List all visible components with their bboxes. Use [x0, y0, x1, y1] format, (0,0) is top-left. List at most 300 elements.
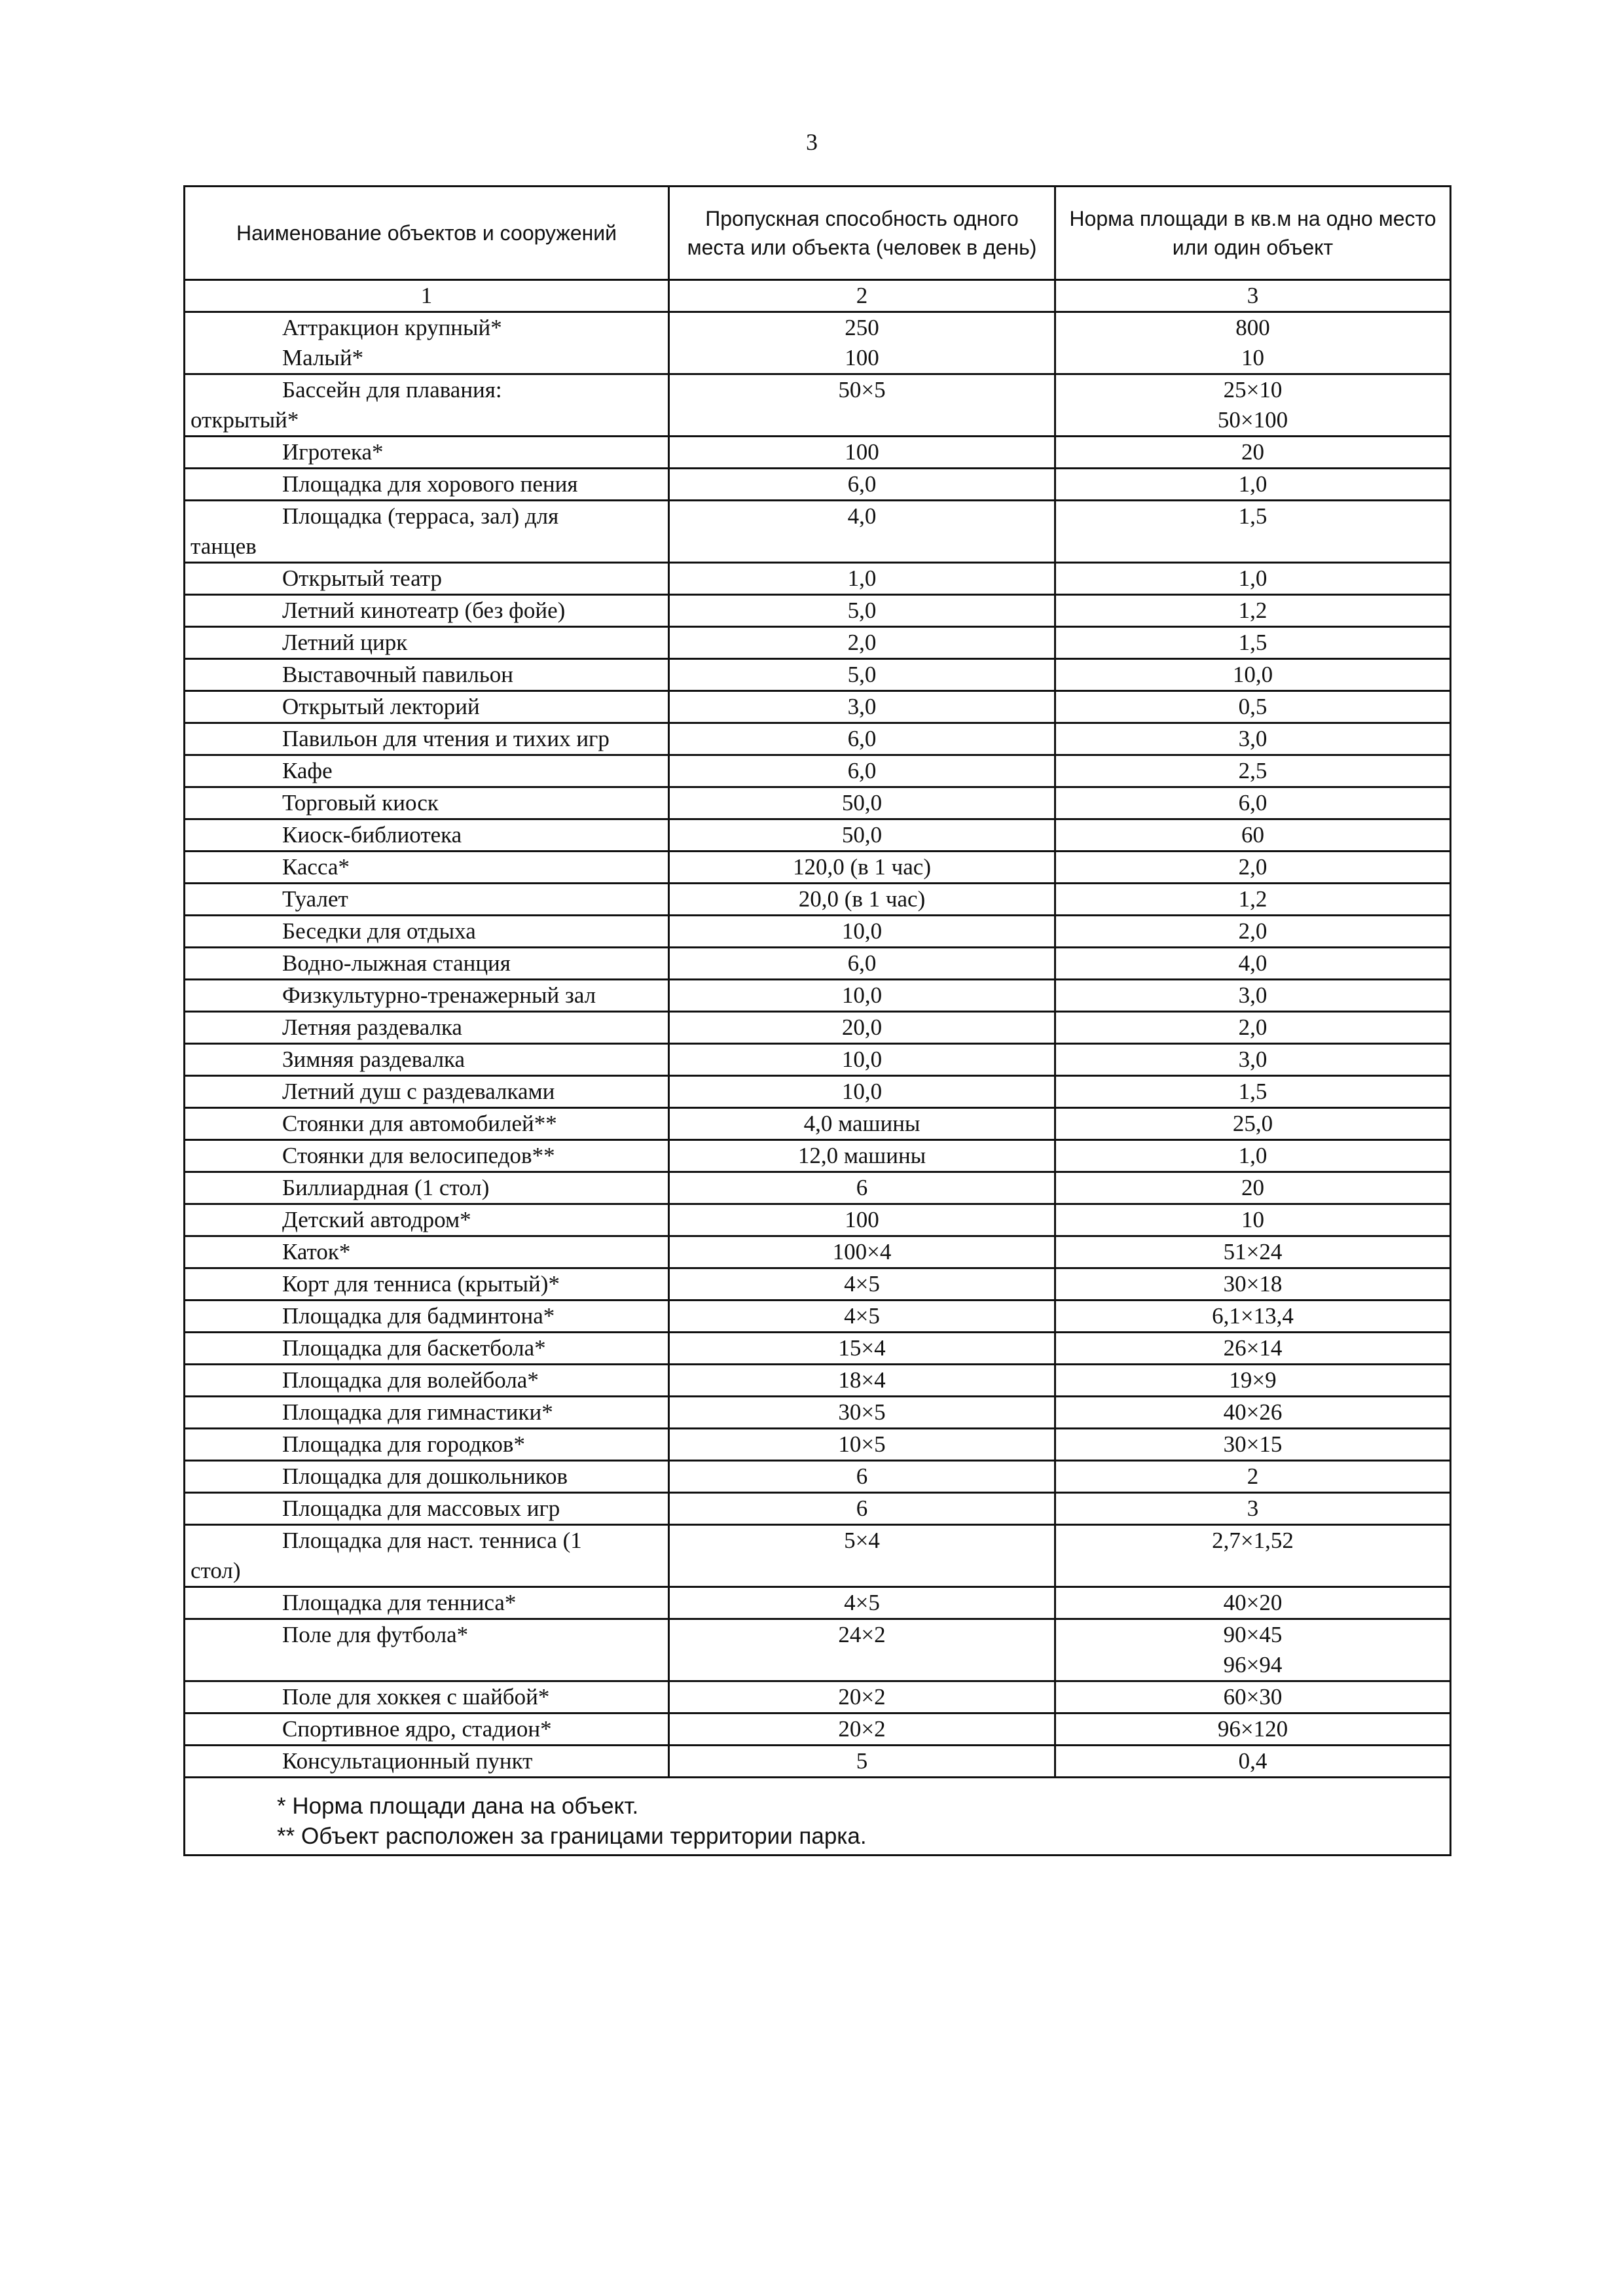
object-name-cell: [185, 723, 669, 755]
capacity-text: 20×2: [838, 1716, 886, 1742]
capacity-cell: [669, 1397, 1055, 1429]
area-text: 1,0: [1238, 471, 1267, 497]
area-cell: [1055, 852, 1451, 884]
object-name-text: Открытый лекторий: [282, 694, 480, 719]
area-cell: [1055, 1108, 1451, 1140]
object-name-cell: [185, 1619, 669, 1681]
capacity-cell: [669, 1300, 1055, 1333]
area-text: 2,5: [1238, 758, 1267, 783]
area-text: 3,0: [1238, 726, 1267, 751]
object-name-text: Площадка для наст. тенниса (1: [282, 1528, 582, 1553]
object-name-text: Летняя раздевалка: [282, 1014, 462, 1040]
capacity-text: 100: [845, 439, 879, 465]
area-text: 1,5: [1238, 1079, 1267, 1104]
table-row: [185, 948, 1451, 980]
area-text: 90×45: [1223, 1622, 1283, 1647]
table-row: [185, 819, 1451, 852]
object-name-cell: [185, 1681, 669, 1713]
capacity-text: 50,0: [841, 822, 883, 848]
object-name-cell: [185, 787, 669, 819]
object-name-text: открытый*: [191, 407, 299, 433]
header-row: [185, 187, 1451, 280]
capacity-cell: [669, 1268, 1055, 1300]
capacity-text: 6: [856, 1463, 868, 1489]
area-cell: [1055, 1397, 1451, 1429]
table-row: [185, 437, 1451, 469]
area-cell: [1055, 1012, 1451, 1044]
object-name-cell: [185, 1713, 669, 1746]
object-name-cell: [185, 948, 669, 980]
object-name-text: Площадка для гимнастики*: [282, 1399, 553, 1425]
object-name-cell: [185, 1076, 669, 1108]
object-name-cell: [185, 755, 669, 787]
area-text: 1,5: [1238, 630, 1267, 655]
object-name-cell: [185, 437, 669, 469]
area-text: 30×15: [1223, 1431, 1283, 1457]
table-row: [185, 916, 1451, 948]
area-cell: [1055, 1493, 1451, 1525]
area-text: 3: [1247, 1496, 1259, 1521]
capacity-text: 18×4: [838, 1367, 886, 1393]
table-row: [185, 691, 1451, 723]
area-cell: [1055, 1268, 1451, 1300]
area-cell: [1055, 1204, 1451, 1236]
area-cell: [1055, 1619, 1451, 1681]
capacity-cell: [669, 852, 1055, 884]
column-number: 3: [1055, 280, 1451, 312]
table-row: [185, 1429, 1451, 1461]
table-row: [185, 1236, 1451, 1268]
object-name-text: Беседки для отдыха: [282, 918, 476, 944]
object-name-cell: [185, 1204, 669, 1236]
capacity-cell: [669, 1619, 1055, 1681]
object-name-cell: [185, 1333, 669, 1365]
object-name-text: Открытый театр: [282, 565, 442, 591]
table-row: [185, 469, 1451, 501]
area-cell: [1055, 374, 1451, 437]
area-text: 1,2: [1238, 886, 1267, 912]
object-name-text: Консультационный пункт: [282, 1748, 533, 1774]
area-cell: [1055, 501, 1451, 563]
object-name-cell: [185, 659, 669, 691]
capacity-text: 10,0: [841, 1079, 883, 1104]
object-name-text: стол): [191, 1558, 241, 1583]
object-name-text: Площадка для дошкольников: [282, 1463, 568, 1489]
capacity-cell: [669, 1525, 1055, 1587]
table-row: [185, 1140, 1451, 1172]
table-row: [185, 1713, 1451, 1746]
area-text: 19×9: [1229, 1367, 1277, 1393]
area-text: 1,0: [1238, 1143, 1267, 1168]
area-text: 96×120: [1217, 1716, 1288, 1742]
object-name-text: Биллиардная (1 стол): [282, 1175, 490, 1200]
area-text: 26×14: [1223, 1335, 1283, 1361]
capacity-text: 20,0: [841, 1014, 883, 1040]
capacity-cell: [669, 563, 1055, 595]
capacity-cell: [669, 1012, 1055, 1044]
object-name-cell: [185, 1397, 669, 1429]
area-text: 20: [1241, 439, 1264, 465]
object-name-cell: [185, 312, 669, 374]
area-cell: [1055, 1044, 1451, 1076]
capacity-cell: [669, 595, 1055, 627]
footnotes: [185, 1778, 1451, 1856]
object-name-text: Каток*: [282, 1239, 351, 1265]
area-cell: [1055, 884, 1451, 916]
object-name-text: Выставочный павильон: [282, 662, 514, 687]
area-cell: [1055, 1140, 1451, 1172]
table-row: [185, 1461, 1451, 1493]
object-name-text: Малый*: [282, 345, 364, 370]
area-text: 10: [1241, 1207, 1264, 1232]
area-cell: [1055, 1236, 1451, 1268]
capacity-cell: [669, 1493, 1055, 1525]
header-area-norm: Норма площади в кв.м на одно место или один объект: [1055, 187, 1451, 280]
object-name-text: Площадка для массовых игр: [282, 1496, 560, 1521]
object-name-cell: [185, 374, 669, 437]
capacity-cell: [669, 1236, 1055, 1268]
object-name-cell: [185, 595, 669, 627]
table-row: [185, 852, 1451, 884]
table-row: [185, 1365, 1451, 1397]
capacity-text: 3,0: [847, 694, 877, 719]
capacity-text: 5,0: [847, 598, 877, 623]
table-row: [185, 659, 1451, 691]
area-text: 25,0: [1232, 1111, 1273, 1136]
area-cell: [1055, 1746, 1451, 1778]
capacity-text: 1,0: [847, 565, 877, 591]
capacity-cell: [669, 469, 1055, 501]
capacity-cell: [669, 1587, 1055, 1619]
footnote-double-star: ** Объект расположен за границами территории парка.: [277, 1823, 867, 1849]
capacity-text: 4,0: [847, 503, 877, 529]
capacity-cell: [669, 980, 1055, 1012]
object-name-cell: [185, 1461, 669, 1493]
capacity-text: 100×4: [832, 1239, 892, 1265]
area-text: 0,4: [1238, 1748, 1267, 1774]
object-name-text: Корт для тенниса (крытый)*: [282, 1271, 560, 1297]
area-cell: [1055, 1681, 1451, 1713]
area-text: 0,5: [1238, 694, 1267, 719]
object-name-cell: [185, 1172, 669, 1204]
capacity-cell: [669, 1746, 1055, 1778]
capacity-cell: [669, 787, 1055, 819]
area-cell: [1055, 659, 1451, 691]
capacity-text: 24×2: [838, 1622, 886, 1647]
area-cell: [1055, 627, 1451, 659]
table-row: [185, 312, 1451, 374]
area-text: 2: [1247, 1463, 1259, 1489]
object-name-text: Летний кинотеатр (без фойе): [282, 598, 566, 623]
capacity-text: 6,0: [847, 726, 877, 751]
column-number: 1: [185, 280, 669, 312]
object-name-text: Площадка для хорового пения: [282, 471, 578, 497]
table-row: [185, 1397, 1451, 1429]
area-cell: [1055, 595, 1451, 627]
capacity-text: 5,0: [847, 662, 877, 687]
area-text: 3,0: [1238, 1047, 1267, 1072]
area-cell: [1055, 1525, 1451, 1587]
table-row: [185, 980, 1451, 1012]
notes-row: [185, 1778, 1451, 1856]
table-row: [185, 1746, 1451, 1778]
area-text: 2,0: [1238, 854, 1267, 880]
capacity-text: 50,0: [841, 790, 883, 816]
capacity-text: 20×2: [838, 1684, 886, 1710]
object-name-text: Спортивное ядро, стадион*: [282, 1716, 552, 1742]
capacity-cell: [669, 1108, 1055, 1140]
capacity-cell: [669, 1204, 1055, 1236]
object-name-cell: [185, 1108, 669, 1140]
area-cell: [1055, 469, 1451, 501]
capacity-cell: [669, 691, 1055, 723]
area-text: 3,0: [1238, 982, 1267, 1008]
header-capacity: Пропускная способность одного места или объекта (человек в день): [669, 187, 1055, 280]
object-name-cell: [185, 1493, 669, 1525]
object-name-text: Летний цирк: [282, 630, 408, 655]
capacity-cell: [669, 1461, 1055, 1493]
object-name-text: Водно-лыжная станция: [282, 950, 511, 976]
capacity-text: 12,0 машины: [797, 1143, 926, 1168]
object-name-cell: [185, 501, 669, 563]
object-name-text: Площадка для тенниса*: [282, 1590, 517, 1615]
capacity-cell: [669, 1172, 1055, 1204]
table-row: [185, 374, 1451, 437]
object-name-cell: [185, 469, 669, 501]
area-text: 20: [1241, 1175, 1264, 1200]
capacity-text: 30×5: [838, 1399, 886, 1425]
table-row: [185, 1012, 1451, 1044]
object-name-text: Летний душ с раздевалками: [282, 1079, 555, 1104]
capacity-text: 4,0 машины: [803, 1111, 921, 1136]
area-cell: [1055, 755, 1451, 787]
object-name-text: Физкультурно-тренажерный зал: [282, 982, 596, 1008]
area-text: 60×30: [1223, 1684, 1283, 1710]
capacity-text: 10×5: [838, 1431, 886, 1457]
table-row: [185, 1268, 1451, 1300]
capacity-text: 2,0: [847, 630, 877, 655]
table-row: [185, 1108, 1451, 1140]
area-cell: [1055, 1076, 1451, 1108]
capacity-text: 15×4: [838, 1335, 886, 1361]
table-row: [185, 723, 1451, 755]
object-name-cell: [185, 980, 669, 1012]
area-text: 30×18: [1223, 1271, 1283, 1297]
area-cell: [1055, 312, 1451, 374]
table-row: [185, 1525, 1451, 1587]
capacity-text: 10,0: [841, 1047, 883, 1072]
table-row: [185, 1172, 1451, 1204]
capacity-cell: [669, 1365, 1055, 1397]
area-text: 60: [1241, 822, 1264, 848]
object-name-cell: [185, 1044, 669, 1076]
capacity-cell: [669, 501, 1055, 563]
area-text: 25×10: [1223, 377, 1283, 403]
column-number: 2: [669, 280, 1055, 312]
capacity-text: 6,0: [847, 471, 877, 497]
object-name-text: Площадка для волейбола*: [282, 1367, 539, 1393]
capacity-cell: [669, 1044, 1055, 1076]
capacity-cell: [669, 1429, 1055, 1461]
area-cell: [1055, 723, 1451, 755]
object-name-text: Бассейн для плавания:: [282, 377, 502, 403]
object-name-text: Поле для футбола*: [282, 1622, 469, 1647]
capacity-text: 4×5: [844, 1590, 880, 1615]
capacity-text: 4×5: [844, 1271, 880, 1297]
table-row: [185, 563, 1451, 595]
capacity-text: 100: [845, 345, 879, 370]
capacity-text: 6: [856, 1175, 868, 1200]
capacity-cell: [669, 1333, 1055, 1365]
area-cell: [1055, 1429, 1451, 1461]
table-row: [185, 1493, 1451, 1525]
table-row: [185, 1044, 1451, 1076]
column-number-row: [185, 280, 1451, 312]
table-row: [185, 1587, 1451, 1619]
object-name-cell: [185, 1365, 669, 1397]
capacity-cell: [669, 1681, 1055, 1713]
capacity-text: 250: [845, 315, 879, 340]
header-object-name: Наименование объектов и сооружений: [185, 187, 669, 280]
object-name-cell: [185, 1012, 669, 1044]
object-name-text: Киоск-библиотека: [282, 822, 462, 848]
area-text: 10: [1241, 345, 1264, 370]
capacity-text: 10,0: [841, 918, 883, 944]
area-text: 1,2: [1238, 598, 1267, 623]
object-name-cell: [185, 1746, 669, 1778]
object-name-text: Площадка для баскетбола*: [282, 1335, 546, 1361]
object-name-text: Зимняя раздевалка: [282, 1047, 465, 1072]
area-cell: [1055, 787, 1451, 819]
capacity-cell: [669, 948, 1055, 980]
area-text: 6,0: [1238, 790, 1267, 816]
area-cell: [1055, 1713, 1451, 1746]
table-row: [185, 1204, 1451, 1236]
object-name-cell: [185, 627, 669, 659]
object-name-text: Торговый киоск: [282, 790, 439, 816]
capacity-text: 100: [845, 1207, 879, 1232]
table-row: [185, 627, 1451, 659]
object-name-cell: [185, 1525, 669, 1587]
area-cell: [1055, 1365, 1451, 1397]
area-text: 40×26: [1223, 1399, 1283, 1425]
area-cell: [1055, 1172, 1451, 1204]
area-cell: [1055, 1300, 1451, 1333]
area-text: 2,0: [1238, 1014, 1267, 1040]
object-name-cell: [185, 852, 669, 884]
area-cell: [1055, 563, 1451, 595]
table-row: [185, 1076, 1451, 1108]
capacity-cell: [669, 1076, 1055, 1108]
area-text: 51×24: [1223, 1239, 1283, 1265]
object-name-cell: [185, 1300, 669, 1333]
area-cell: [1055, 1333, 1451, 1365]
object-name-cell: [185, 1140, 669, 1172]
capacity-text: 20,0 (в 1 час): [798, 886, 926, 912]
capacity-text: 50×5: [838, 377, 886, 403]
capacity-cell: [669, 374, 1055, 437]
norms-table: [183, 185, 1451, 1856]
capacity-text: 4×5: [844, 1303, 880, 1329]
area-cell: [1055, 691, 1451, 723]
capacity-text: 5: [856, 1748, 868, 1774]
object-name-text: Кафе: [282, 758, 333, 783]
capacity-cell: [669, 1713, 1055, 1746]
object-name-cell: [185, 1236, 669, 1268]
capacity-text: 5×4: [844, 1528, 880, 1553]
footnote-single-star: * Норма площади дана на объект.: [277, 1793, 639, 1819]
object-name-cell: [185, 563, 669, 595]
area-text: 800: [1235, 315, 1270, 340]
area-text: 1,0: [1238, 565, 1267, 591]
capacity-cell: [669, 755, 1055, 787]
area-text: 50×100: [1217, 407, 1288, 433]
area-text: 40×20: [1223, 1590, 1283, 1615]
table-row: [185, 1619, 1451, 1681]
object-name-text: Площадка для городков*: [282, 1431, 525, 1457]
area-cell: [1055, 948, 1451, 980]
area-cell: [1055, 819, 1451, 852]
object-name-text: Игротека*: [282, 439, 384, 465]
capacity-text: 6,0: [847, 950, 877, 976]
page-number: 3: [806, 129, 818, 155]
table-row: [185, 1333, 1451, 1365]
object-name-text: Павильон для чтения и тихих игр: [282, 726, 610, 751]
area-text: 6,1×13,4: [1212, 1303, 1294, 1329]
area-cell: [1055, 916, 1451, 948]
object-name-text: Туалет: [282, 886, 348, 912]
capacity-cell: [669, 312, 1055, 374]
object-name-cell: [185, 691, 669, 723]
object-name-cell: [185, 819, 669, 852]
object-name-cell: [185, 916, 669, 948]
table-row: [185, 1681, 1451, 1713]
capacity-cell: [669, 627, 1055, 659]
object-name-text: Поле для хоккея с шайбой*: [282, 1684, 550, 1710]
object-name-cell: [185, 1587, 669, 1619]
object-name-text: Детский автодром*: [282, 1207, 471, 1232]
table-row: [185, 755, 1451, 787]
area-text: 2,7×1,52: [1212, 1528, 1294, 1553]
object-name-text: Касса*: [282, 854, 350, 880]
area-text: 10,0: [1232, 662, 1273, 687]
table-row: [185, 884, 1451, 916]
object-name-cell: [185, 1268, 669, 1300]
table-row: [185, 787, 1451, 819]
capacity-text: 120,0 (в 1 час): [792, 854, 931, 880]
object-name-text: Стоянки для велосипедов**: [282, 1143, 555, 1168]
table-row: [185, 501, 1451, 563]
capacity-cell: [669, 884, 1055, 916]
object-name-cell: [185, 1429, 669, 1461]
object-name-cell: [185, 884, 669, 916]
object-name-text: Стоянки для автомобилей**: [282, 1111, 557, 1136]
object-name-text: Аттракцион крупный*: [282, 315, 502, 340]
table-body: [185, 280, 1451, 1778]
capacity-text: 6,0: [847, 758, 877, 783]
table-row: [185, 1300, 1451, 1333]
area-text: 2,0: [1238, 918, 1267, 944]
capacity-cell: [669, 1140, 1055, 1172]
area-text: 4,0: [1238, 950, 1267, 976]
area-cell: [1055, 437, 1451, 469]
capacity-cell: [669, 916, 1055, 948]
capacity-text: 6: [856, 1496, 868, 1521]
capacity-cell: [669, 819, 1055, 852]
area-text: 96×94: [1223, 1652, 1283, 1677]
object-name-text: Площадка для бадминтона*: [282, 1303, 555, 1329]
area-text: 1,5: [1238, 503, 1267, 529]
